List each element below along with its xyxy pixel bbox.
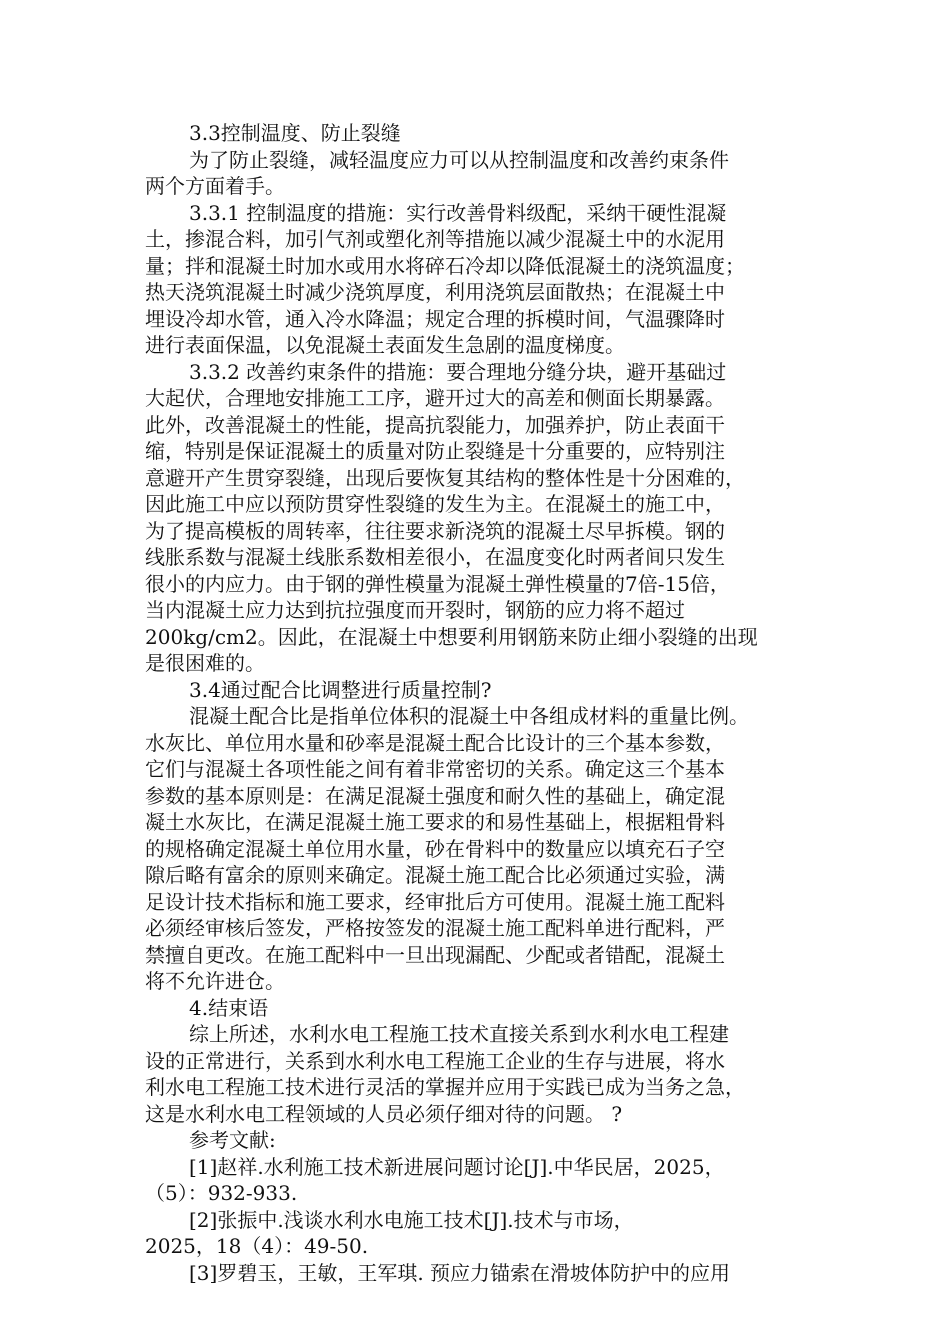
text-line: 热天浇筑混凝土时减少浇筑厚度，利用浇筑层面散热；在混凝土中 [145,280,725,304]
text-line: 足设计技术指标和施工要求，经审批后方可使用。混凝土施工配料 [145,889,725,914]
text-line: 隙后略有富余的原则来确定。混凝土施工配合比必须通过实验，满 [145,863,725,887]
text-line: 综上所述，水利水电工程施工技术直接关系到水利水电工程建 [189,1022,729,1046]
text-line: 线胀系数与混凝土线胀系数相差很小，在温度变化时两者间只发生 [145,545,725,569]
text-line: 它们与混凝土各项性能之间有着非常密切的关系。确定这三个基本 [145,757,725,781]
text-line: [3]罗碧玉，王敏，王军琪. 预应力锚索在滑坡体防护中的应用 [189,1260,731,1285]
text-line: 混凝土配合比是指单位体积的混凝土中各组成材料的重量比例。 [189,704,749,728]
text-line: [1]赵祥.水利施工技术新进展问题讨论[J].中华民居，2025， [189,1154,725,1179]
text-line: 此外，改善混凝土的性能，提高抗裂能力，加强养护，防止表面干 [145,412,725,437]
section-heading-line: 3.3控制温度、防止裂缝 [189,121,401,145]
text-line: 禁擅自更改。在施工配料中一旦出现漏配、少配或者错配，混凝土 [145,942,725,967]
text-line: 将不允许进仓。 [145,969,285,993]
text-line: [2]张振中.浅谈水利水电施工技术[J].技术与市场， [189,1207,634,1232]
text-line: 土，掺混合料，加引气剂或塑化剂等措施以减少混凝土中的水泥用 [145,227,725,251]
text-line: 设的正常进行，关系到水利水电工程施工企业的生存与进展，将水 [145,1048,725,1073]
text-line: 凝土水灰比，在满足混凝土施工要求的和易性基础上，根据粗骨料 [145,810,725,834]
text-line: 缩，特别是保证混凝土的质量对防止裂缝是十分重要的，应特别注 [145,439,725,463]
text-line: 很小的内应力。由于钢的弹性模量为混凝土弹性模量的7倍-15倍， [145,571,730,596]
text-line: 进行表面保温，以免混凝土表面发生急剧的温度梯度。 [145,333,625,357]
text-line: 大起伏，合理地安排施工工序，避开过大的高差和侧面长期暴露。 [145,386,725,410]
text-line: 200kg/cm2。因此，在混凝土中想要利用钢筋来防止细小裂缝的出现 [145,624,758,649]
text-line: 量；拌和混凝土时加水或用水将碎石冷却以降低混凝土的浇筑温度； [145,253,745,278]
document-body [145,120,805,1286]
text-line: 3.3.2 改善约束条件的措施：要合理地分缝分块，避开基础过 [189,359,727,384]
text-line: 2025，18（4）：49-50. [145,1234,369,1258]
text-line: 埋设冷却水管，通入冷水降温；规定合理的拆模时间，气温骤降时 [145,306,725,331]
section-heading-line: 4.结束语 [189,995,269,1020]
text-line: 为了防止裂缝，减轻温度应力可以从控制温度和改善约束条件 [189,147,729,172]
text-line: 参数的基本原则是：在满足混凝土强度和耐久性的基础上，确定混 [145,783,725,808]
text-line: 利水电工程施工技术进行灵活的掌握并应用于实践已成为当务之急， [145,1075,745,1099]
text-line: 的规格确定混凝土单位用水量，砂在骨料中的数量应以填充石子空 [145,836,725,861]
text-line: （5）：932-933. [145,1181,298,1205]
text-line: 必须经审核后签发，严格按签发的混凝土施工配料单进行配料，严 [145,916,725,940]
text-line: 水灰比、单位用水量和砂率是混凝土配合比设计的三个基本参数， [145,730,725,755]
text-line: 3.3.1 控制温度的措施：实行改善骨料级配，采纳干硬性混凝 [189,200,727,225]
text-line: 意避开产生贯穿裂缝，出现后要恢复其结构的整体性是十分困难的， [145,465,745,490]
section-heading-line: 参考文献: [189,1128,276,1152]
section-heading-line: 3.4通过配合比调整进行质量控制? [189,677,492,702]
text-line: 这是水利水电工程领域的人员必须仔细对待的问题。 ? [145,1101,623,1126]
text-line: 为了提高模板的周转率，往往要求新浇筑的混凝土尽早拆模。钢的 [145,518,725,543]
text-line: 两个方面着手。 [145,174,285,198]
text-line: 是很困难的。 [145,651,265,675]
text-line: 当内混凝土应力达到抗拉强度而开裂时，钢筋的应力将不超过 [145,598,685,622]
text-line: 因此施工中应以预防贯穿性裂缝的发生为主。在混凝土的施工中， [145,492,725,516]
